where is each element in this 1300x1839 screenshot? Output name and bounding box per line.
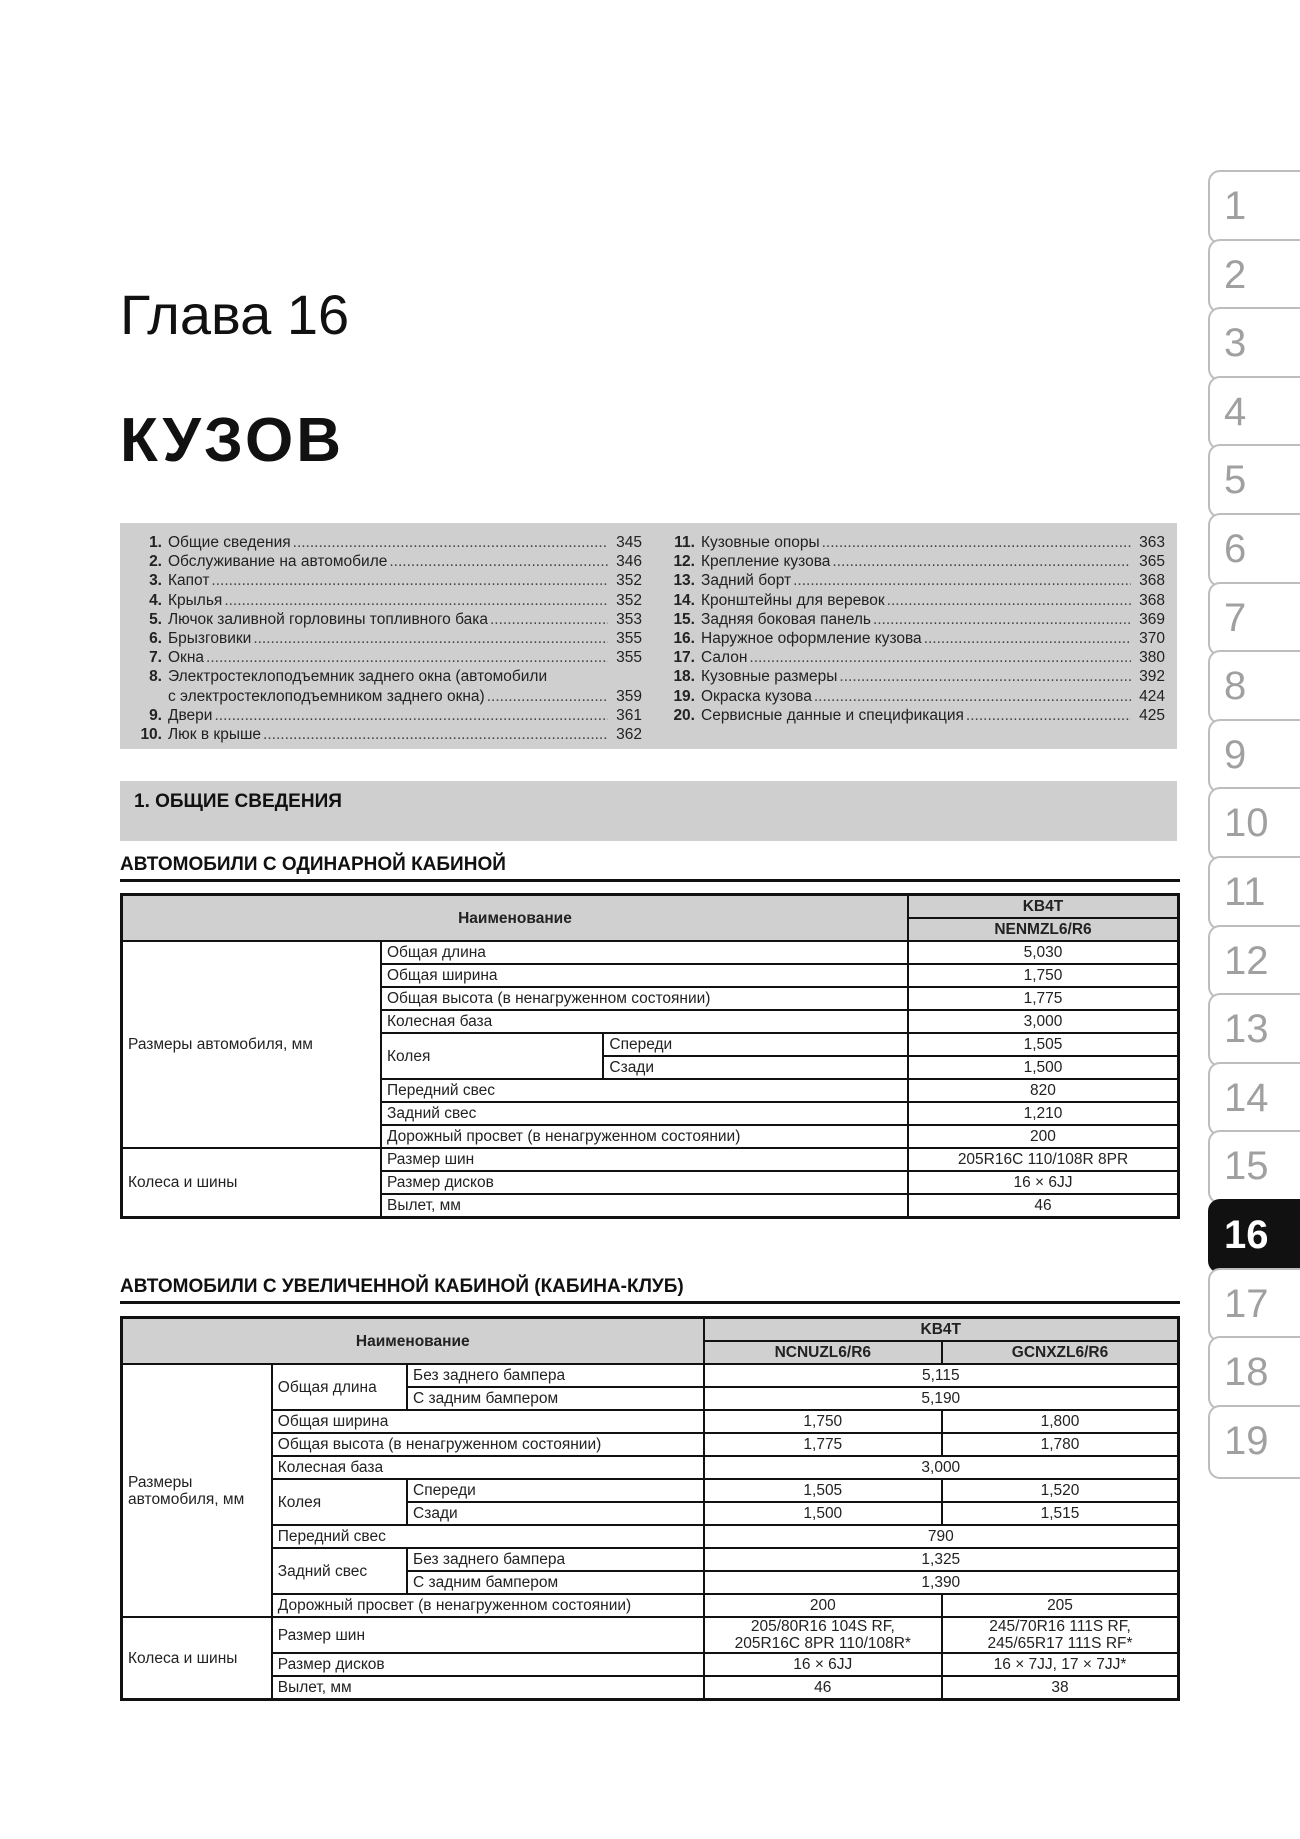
row-label: Задний свес <box>381 1102 908 1125</box>
toc-item-page: 424 <box>1139 687 1165 705</box>
row-value-a: 200 <box>704 1594 942 1617</box>
toc-item <box>665 552 1165 571</box>
toc-item-page: 365 <box>1139 553 1165 571</box>
row-label: Дорожный просвет (в ненагруженном состоянии) <box>272 1594 704 1617</box>
row-value: 1,325 <box>704 1548 1179 1571</box>
chapter-tab-16[interactable] <box>1208 1199 1300 1273</box>
toc-item-title: Брызговики ..... <box>168 629 608 648</box>
toc-item-title: Обслуживание на автомобиле ..... <box>168 552 608 571</box>
row-value: 5,030 <box>908 941 1179 964</box>
toc-item <box>132 552 642 571</box>
row-value-a: 1,775 <box>704 1433 942 1456</box>
row-value: 1,390 <box>704 1571 1179 1594</box>
toc-item-number: 9. <box>149 706 162 724</box>
row-label: С задним бампером <box>407 1387 704 1410</box>
toc-item-number: 20. <box>673 706 695 724</box>
row-label: Передний свес <box>381 1079 908 1102</box>
chapter-tab-7[interactable] <box>1208 582 1300 656</box>
chapter-tab-label: 2 <box>1224 252 1247 297</box>
table-row <box>122 1548 1179 1571</box>
row-value-a: 1,500 <box>704 1502 942 1525</box>
toc-item <box>665 610 1165 629</box>
table-of-contents <box>120 523 1177 749</box>
table-row <box>122 1617 1179 1653</box>
toc-item <box>132 667 642 686</box>
table-row <box>122 1410 1179 1433</box>
model-header: KB4T <box>704 1318 1179 1342</box>
row-value: 790 <box>704 1525 1179 1548</box>
row-value-b: 1,515 <box>942 1502 1178 1525</box>
toc-item-title: Окраска кузова ..... <box>701 687 1131 706</box>
model-header: KB4T <box>908 895 1179 919</box>
row-value-a: 46 <box>704 1676 942 1700</box>
row-value-a: 1,505 <box>704 1479 942 1502</box>
chapter-tab-label: 18 <box>1224 1350 1269 1395</box>
row-value-b: 1,780 <box>942 1433 1178 1456</box>
table1-heading: АВТОМОБИЛИ С ОДИНАРНОЙ КАБИНОЙ <box>120 854 1180 882</box>
row-label: Размер шин <box>272 1617 704 1653</box>
section-title: 1. ОБЩИЕ СВЕДЕНИЯ <box>134 791 342 812</box>
toc-item-title: Окна ..... <box>168 648 608 667</box>
toc-item-title: Наружное оформление кузова ..... <box>701 629 1131 648</box>
table-row <box>122 941 1179 964</box>
toc-item-number: 7. <box>149 649 162 667</box>
group-label: Размеры автомобиля, мм <box>122 1364 272 1617</box>
row-label: Общая ширина <box>381 964 908 987</box>
row-label: С задним бампером <box>407 1571 704 1594</box>
variant-a-header: NCNUZL6/R6 <box>704 1341 942 1364</box>
toc-item-number: 19. <box>673 687 695 705</box>
row-value: 820 <box>908 1079 1179 1102</box>
row-value: 16 × 6JJ <box>908 1171 1179 1194</box>
sub-group-label: Колея <box>381 1033 603 1079</box>
row-label: Размер дисков <box>381 1171 908 1194</box>
toc-item <box>132 571 642 590</box>
chapter-tab-label: 3 <box>1224 321 1247 366</box>
chapter-tab-label: 19 <box>1224 1418 1269 1463</box>
toc-item-page: 368 <box>1139 572 1165 590</box>
toc-item-number: 1. <box>149 534 162 551</box>
chapter-tab-18[interactable] <box>1208 1336 1300 1410</box>
toc-item <box>132 629 642 648</box>
toc-item-title: Кузовные опоры ..... <box>701 533 1131 552</box>
group-label: Размеры автомобиля, мм <box>122 941 381 1148</box>
toc-item <box>132 533 642 552</box>
table-row <box>122 1594 1179 1617</box>
toc-item-title: Люк в крыше ..... <box>168 725 608 744</box>
toc-item-number <box>132 687 168 706</box>
row-value-a <box>704 1617 942 1653</box>
toc-item-page <box>608 667 642 686</box>
toc-item-page: 345 <box>616 534 642 551</box>
chapter-tab-14[interactable] <box>1208 1062 1300 1136</box>
row-value-b <box>942 1617 1178 1653</box>
tire-a-line1: 205/80R16 104S RF, <box>750 1618 895 1635</box>
row-value: 3,000 <box>704 1456 1179 1479</box>
toc-item-page: 380 <box>1139 649 1165 667</box>
toc-item-number: 5. <box>149 610 162 628</box>
chapter-tab-label: 8 <box>1224 664 1247 709</box>
toc-item-page: 425 <box>1139 706 1165 724</box>
row-label: Спереди <box>407 1479 704 1502</box>
toc-item-number: 4. <box>149 591 162 609</box>
group-label: Колеса и шины <box>122 1617 272 1700</box>
row-value-b: 38 <box>942 1676 1178 1700</box>
toc-item-title: Лючок заливной горловины топливного бака ..... <box>168 610 608 629</box>
toc-item-number: 18. <box>673 668 695 686</box>
toc-item-title: Капот ..... <box>168 571 608 590</box>
toc-item-number: 8. <box>149 668 162 686</box>
toc-item <box>665 629 1165 648</box>
toc-item-page: 362 <box>616 726 642 744</box>
row-value: 46 <box>908 1194 1179 1218</box>
table-row <box>122 1676 1179 1700</box>
toc-item-page: 355 <box>616 630 642 648</box>
row-label: Сзади <box>603 1056 908 1079</box>
sub-group-label: Общая длина <box>272 1364 407 1410</box>
chapter-tab-11[interactable] <box>1208 856 1300 930</box>
row-label: Общая ширина <box>272 1410 704 1433</box>
toc-item-number: 16. <box>673 630 695 648</box>
row-value: 1,775 <box>908 987 1179 1010</box>
toc-item-title: с электростеклоподъемником заднего окна) ..... <box>168 687 608 706</box>
row-value-b: 1,520 <box>942 1479 1178 1502</box>
toc-item-number: 15. <box>673 610 695 628</box>
spec-table-club-cab <box>120 1316 1180 1701</box>
row-label: Общая высота (в ненагруженном состоянии) <box>272 1433 704 1456</box>
col-name-header: Наименование <box>122 1318 704 1365</box>
table-row <box>122 1525 1179 1548</box>
toc-column-left <box>132 533 642 744</box>
toc-item-number: 3. <box>149 572 162 590</box>
row-label: Размер дисков <box>272 1653 704 1676</box>
toc-item-title: Задняя боковая панель ..... <box>701 610 1131 629</box>
chapter-tab-label: 4 <box>1224 389 1247 434</box>
toc-item <box>665 706 1165 725</box>
table2-heading: АВТОМОБИЛИ С УВЕЛИЧЕННОЙ КАБИНОЙ (КАБИНА-КЛУБ) <box>120 1276 1180 1304</box>
row-value: 1,500 <box>908 1056 1179 1079</box>
chapter-tab-label: 13 <box>1224 1007 1269 1052</box>
toc-item-page: 359 <box>616 687 642 705</box>
toc-item <box>132 648 642 667</box>
chapter-tab-label: 14 <box>1224 1075 1269 1120</box>
chapter-tab-2[interactable] <box>1208 239 1300 313</box>
toc-item-page: 346 <box>616 553 642 571</box>
toc-item-number: 13. <box>673 572 695 590</box>
toc-item <box>665 533 1165 552</box>
toc-item-page: 361 <box>616 706 642 724</box>
toc-item-title: Кузовные размеры ..... <box>701 667 1131 686</box>
toc-item <box>665 591 1165 610</box>
toc-item <box>665 648 1165 667</box>
row-label: Колесная база <box>272 1456 704 1479</box>
chapter-tab-label: 1 <box>1224 184 1247 228</box>
toc-item-title: Салон ..... <box>701 648 1131 667</box>
chapter-tab-label: 7 <box>1224 595 1247 640</box>
toc-item-page: 369 <box>1139 610 1165 628</box>
toc-item-page: 353 <box>616 610 642 628</box>
row-value-b: 1,800 <box>942 1410 1178 1433</box>
chapter-tab-15[interactable] <box>1208 1130 1300 1204</box>
toc-item-page: 392 <box>1139 668 1165 686</box>
toc-item-number: 14. <box>673 591 695 609</box>
row-label: Вылет, мм <box>381 1194 908 1218</box>
row-value: 1,750 <box>908 964 1179 987</box>
chapter-tab-label: 5 <box>1224 458 1247 503</box>
toc-item-number: 6. <box>149 630 162 648</box>
row-label: Общая высота (в ненагруженном состоянии) <box>381 987 908 1010</box>
chapter-tab-4[interactable] <box>1208 376 1300 450</box>
row-label: Без заднего бампера <box>407 1364 704 1387</box>
toc-item <box>665 571 1165 590</box>
chapter-tab-label: 9 <box>1224 732 1247 777</box>
chapter-tab-10[interactable] <box>1208 787 1300 861</box>
chapter-tab-label: 11 <box>1224 870 1266 914</box>
row-label: Дорожный просвет (в ненагруженном состоянии) <box>381 1125 908 1148</box>
toc-item-page: 352 <box>616 591 642 609</box>
table-row <box>122 1148 1179 1171</box>
row-label: Размер шин <box>381 1148 908 1171</box>
toc-item <box>665 687 1165 706</box>
chapter-tab-1[interactable] <box>1208 170 1300 244</box>
table-row <box>122 1456 1179 1479</box>
chapter-tab-19[interactable] <box>1208 1405 1300 1479</box>
chapter-tab-13[interactable] <box>1208 993 1300 1067</box>
toc-item-page: 363 <box>1139 534 1165 551</box>
chapter-tab-label: 17 <box>1224 1281 1269 1326</box>
sub-group-label: Задний свес <box>272 1548 407 1594</box>
table-row <box>122 1364 1179 1387</box>
chapter-tab-label: 6 <box>1224 527 1247 571</box>
row-value: 3,000 <box>908 1010 1179 1033</box>
row-label: Передний свес <box>272 1525 704 1548</box>
row-label: Общая длина <box>381 941 908 964</box>
variant-b-header: GCNXZL6/R6 <box>942 1341 1178 1364</box>
row-value: 1,210 <box>908 1102 1179 1125</box>
group-label: Колеса и шины <box>122 1148 381 1218</box>
toc-item-title: Сервисные данные и спецификация ..... <box>701 706 1131 725</box>
section-header <box>120 781 1177 841</box>
row-label: Вылет, мм <box>272 1676 704 1700</box>
chapter-tab-17[interactable] <box>1208 1268 1300 1342</box>
toc-item-page: 352 <box>616 572 642 590</box>
spec-table-single-cab <box>120 893 1180 1219</box>
sub-group-label: Колея <box>272 1479 407 1525</box>
table-row <box>122 1479 1179 1502</box>
chapter-tab-9[interactable] <box>1208 719 1300 793</box>
toc-item-number: 2. <box>149 553 162 571</box>
tire-b-line2: 245/65R17 111S RF* <box>987 1635 1133 1652</box>
row-value-b: 16 × 7JJ, 17 × 7JJ* <box>942 1653 1178 1676</box>
row-value: 5,190 <box>704 1387 1179 1410</box>
chapter-tab-3[interactable] <box>1208 307 1300 381</box>
tire-a-line2: 205R16C 8PR 110/108R* <box>734 1635 911 1652</box>
row-value: 205R16C 110/108R 8PR <box>908 1148 1179 1171</box>
chapter-tab-label: 15 <box>1224 1144 1269 1189</box>
row-value: 5,115 <box>704 1364 1179 1387</box>
toc-item-number: 11. <box>674 534 695 551</box>
chapter-tab-6[interactable] <box>1208 513 1300 587</box>
row-value: 1,505 <box>908 1033 1179 1056</box>
toc-item <box>132 610 642 629</box>
toc-item-number: 17. <box>673 649 695 667</box>
chapter-title: КУЗОВ <box>120 406 344 475</box>
row-value: 200 <box>908 1125 1179 1148</box>
toc-item-number: 12. <box>673 553 695 571</box>
variant-header: NENMZL6/R6 <box>908 918 1179 941</box>
chapter-tab-label: 10 <box>1224 801 1269 846</box>
row-value-a: 1,750 <box>704 1410 942 1433</box>
toc-item <box>132 591 642 610</box>
chapter-label: Глава 16 <box>120 283 350 346</box>
chapter-tab-12[interactable] <box>1208 925 1300 999</box>
toc-item-number: 10. <box>140 726 162 744</box>
row-value-b: 205 <box>942 1594 1178 1617</box>
chapter-tab-5[interactable] <box>1208 444 1300 518</box>
table-row <box>122 1433 1179 1456</box>
toc-item-page: 355 <box>616 649 642 667</box>
row-label: Сзади <box>407 1502 704 1525</box>
row-label: Колесная база <box>381 1010 908 1033</box>
row-label: Спереди <box>603 1033 908 1056</box>
toc-item-title: Двери ..... <box>168 706 608 725</box>
toc-item <box>132 687 642 706</box>
toc-item-page: 368 <box>1139 591 1165 609</box>
toc-item-title: Общие сведения ..... <box>168 533 608 552</box>
toc-item <box>665 667 1165 686</box>
tire-b-line1: 245/70R16 111S RF, <box>989 1618 1131 1635</box>
row-label: Без заднего бампера <box>407 1548 704 1571</box>
row-value-a: 16 × 6JJ <box>704 1653 942 1676</box>
toc-item-title: Кронштейны для веревок ..... <box>701 591 1131 610</box>
toc-item <box>132 706 642 725</box>
chapter-tab-label: 12 <box>1224 938 1269 983</box>
toc-item-title: Крылья ..... <box>168 591 608 610</box>
toc-item-page: 370 <box>1139 630 1165 648</box>
chapter-tab-8[interactable] <box>1208 650 1300 724</box>
chapter-tab-label: 16 <box>1224 1213 1269 1257</box>
toc-column-right <box>665 533 1165 725</box>
toc-item-title: Крепление кузова ..... <box>701 552 1131 571</box>
toc-item-title: Электростеклоподъемник заднего окна (автомобили <box>168 668 548 686</box>
table-row <box>122 1653 1179 1676</box>
toc-item <box>132 725 642 744</box>
col-name-header: Наименование <box>122 895 908 942</box>
toc-item-title: Задний борт ..... <box>701 571 1131 590</box>
